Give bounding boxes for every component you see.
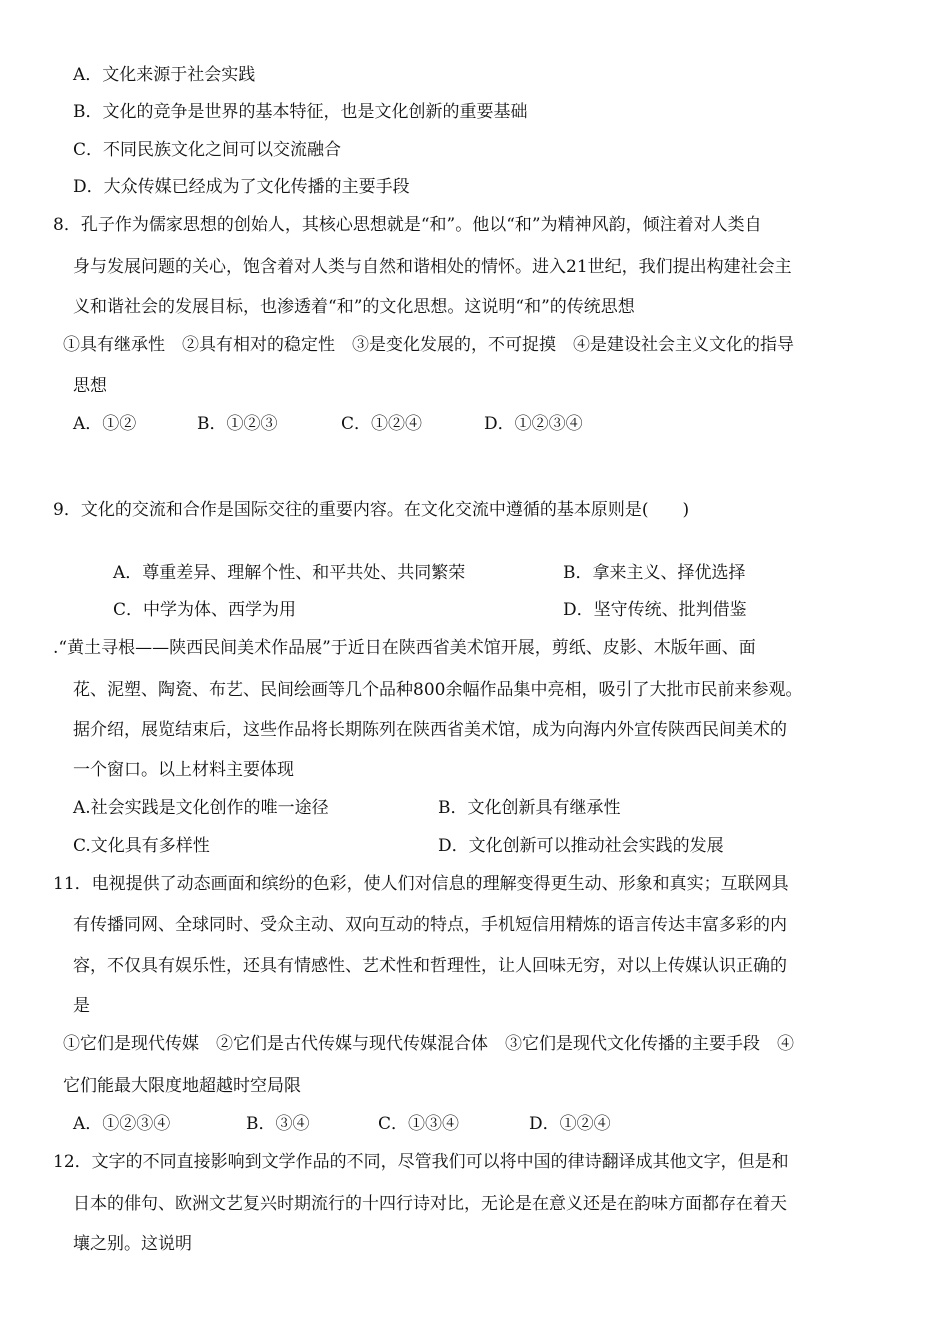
q11-options: [73, 1113, 611, 1135]
q10-stem-line-4: 一个窗口。以上材料主要体现: [73, 760, 294, 780]
q8-option-a: A．①②: [73, 414, 137, 434]
q11-option-a: A．①②③④: [73, 1114, 171, 1134]
q8-option-b: B．①②③: [197, 414, 278, 434]
q9-option-c: C．中学为体、西学为用: [113, 600, 297, 620]
q8-stem-line-2: 身与发展问题的关心，饱含着对人类与自然和谐相处的情怀。进入21世纪，我们提出构建社会主: [73, 257, 792, 277]
q10-stem-line-1: .“黄土寻根——陕西民间美术作品展”于近日在陕西省美术馆开展，剪纸、皮影、木版年画、面: [53, 638, 756, 658]
q10-option-b: B．文化创新具有继承性: [438, 798, 621, 818]
q8-items-line-2: 思想: [73, 376, 107, 396]
q8-option-d: D．①②③④: [484, 414, 583, 434]
q8-option-c: C．①②④: [341, 414, 423, 434]
q9-option-a: A．尊重差异、理解个性、和平共处、共同繁荣: [113, 563, 466, 583]
q9-option-d: D．坚守传统、批判借鉴: [563, 600, 747, 620]
q12-stem-line-1: 12．文字的不同直接影响到文学作品的不同，尽管我们可以将中国的律诗翻译成其他文字，但是和: [53, 1152, 789, 1172]
q7-option-a: A．文化来源于社会实践: [73, 65, 256, 85]
q11-option-c: C．①③④: [378, 1114, 460, 1134]
q8-options: [73, 413, 583, 435]
q11-option-d: D．①②④: [529, 1114, 611, 1134]
q12-stem-line-3: 壤之别。这说明: [73, 1234, 192, 1254]
q10-stem-line-3: 据介绍，展览结束后，这些作品将长期陈列在陕西省美术馆，成为向海内外宣传陕西民间美术的: [73, 720, 787, 740]
q10-option-c: C.文化具有多样性: [73, 836, 210, 856]
q10-stem-line-2: 花、泥塑、陶瓷、布艺、民间绘画等几个品种800余幅作品集中亮相，吸引了大批市民前来参观。: [73, 680, 803, 700]
q7-option-d: D．大众传媒已经成为了文化传播的主要手段: [73, 177, 410, 197]
q11-stem-line-1: 11．电视提供了动态画面和缤纷的色彩，使人们对信息的理解变得更生动、形象和真实；互联网具: [53, 874, 789, 894]
q11-stem-line-4: 是: [73, 996, 90, 1016]
q11-stem-line-3: 容，不仅具有娱乐性，还具有情感性、艺术性和哲理性，让人回味无穷，对以上传媒认识正确的: [73, 956, 787, 976]
q11-items-line-2: 它们能最大限度地超越时空局限: [63, 1076, 301, 1096]
q10-option-a: A.社会实践是文化创作的唯一途径: [73, 798, 329, 818]
q8-items-line-1: ①具有继承性 ②具有相对的稳定性 ③是变化发展的，不可捉摸 ④是建设社会主义文化的指导: [63, 335, 794, 355]
q9-stem: 9．文化的交流和合作是国际交往的重要内容。在文化交流中遵循的基本原则是( ): [53, 500, 690, 520]
q8-stem-line-1: 8．孔子作为儒家思想的创始人，其核心思想就是“和”。他以“和”为精神风韵，倾注着对人类自: [53, 215, 762, 235]
q11-stem-line-2: 有传播同网、全球同时、受众主动、双向互动的特点，手机短信用精炼的语言传达丰富多彩的内: [73, 915, 787, 935]
q7-option-b: B．文化的竞争是世界的基本特征，也是文化创新的重要基础: [73, 102, 528, 122]
q11-option-b: B．③④: [246, 1114, 310, 1134]
q8-stem-line-3: 义和谐社会的发展目标，也渗透着“和”的文化思想。这说明“和”的传统思想: [73, 297, 635, 317]
q9-option-b: B．拿来主义、择优选择: [563, 563, 746, 583]
q10-option-d: D．文化创新可以推动社会实践的发展: [438, 836, 724, 856]
q11-items-line-1: ①它们是现代传媒 ②它们是古代传媒与现代传媒混合体 ③它们是现代文化传播的主要手段 ④: [63, 1034, 794, 1054]
q12-stem-line-2: 日本的俳句、欧洲文艺复兴时期流行的十四行诗对比，无论是在意义还是在韵味方面都存在着天: [73, 1194, 787, 1214]
q7-option-c: C．不同民族文化之间可以交流融合: [73, 140, 342, 160]
